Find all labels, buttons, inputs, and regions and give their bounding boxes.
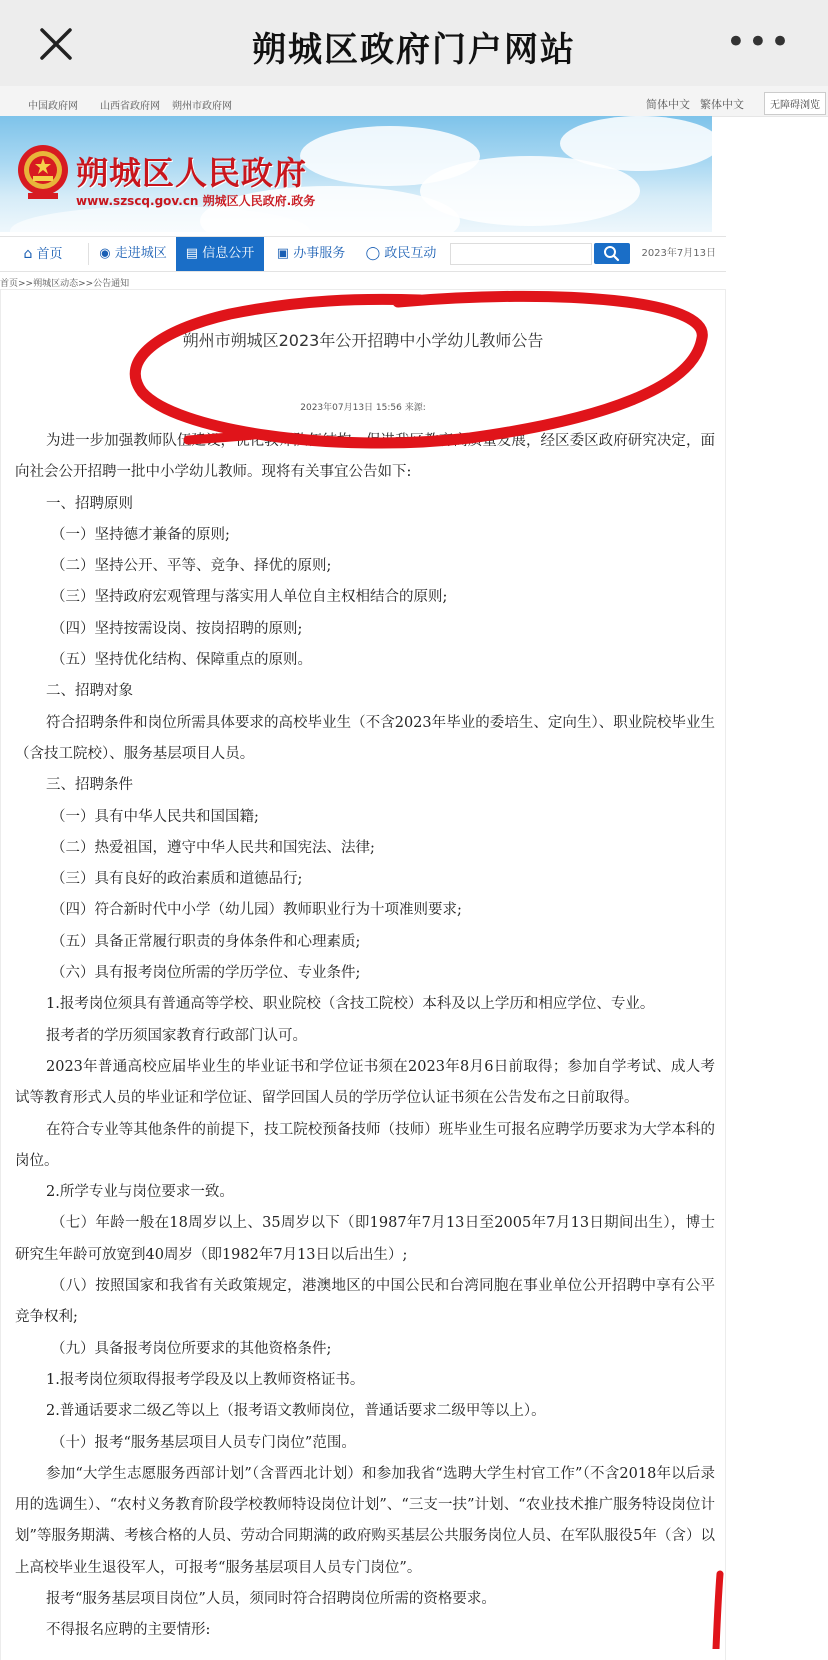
paragraph: 报考者的学历须国家教育行政部门认可。 [46, 1027, 307, 1044]
site-name: 朔城区人民政府 [76, 154, 308, 192]
paragraph: （七）年龄一般在18周岁以上、35周岁以下（即1987年7月13日至2005年7月13日期间出生），博士研究生年龄可放宽到40周岁（即1982年7月13日以后出生）; [15, 1215, 715, 1263]
breadcrumb: 首页>>朔城区动态>>公告通知 [0, 279, 130, 289]
app-bar [0, 0, 828, 86]
nav-item-explore[interactable]: ◉ 走进城区 [99, 246, 167, 261]
traditional-chinese-link[interactable]: 繁体中文 [700, 98, 744, 111]
top-links-bar [0, 86, 828, 117]
nav-item-interaction[interactable]: ◯ 政民互动 [365, 246, 437, 261]
more-options-icon[interactable]: ••• [725, 22, 792, 62]
paragraph: 2.普通话要求二级乙等以上（报考语文教师岗位，普通话要求二级甲等以上）。 [46, 1403, 546, 1420]
document-icon: ▤ [185, 246, 199, 261]
paragraph: （五）具备正常履行职责的身体条件和心理素质; [51, 933, 361, 950]
paragraph: 1.报考岗位须取得报考学段及以上教师资格证书。 [46, 1371, 365, 1388]
nav-item-services[interactable]: ▣ 办事服务 [276, 246, 346, 261]
paragraph: 报考“服务基层项目岗位”人员，须同时符合招聘岗位所需的资格要求。 [46, 1590, 496, 1607]
paragraph: 2023年普通高校应届毕业生的毕业证书和学位证书须在2023年8月6日前取得；参加自学考试、成人考试等教育形式人员的毕业证和学位证、留学回国人员的学历学位认证书须在公告发布之日前取得。 [15, 1058, 715, 1107]
paragraph: 不得报名应聘的主要情形: [46, 1622, 211, 1639]
search-input[interactable] [450, 243, 592, 265]
paragraph: （三）坚持政府宏观管理与落实用人单位自主权相结合的原则; [51, 589, 448, 606]
search-icon [594, 243, 630, 264]
article-container [0, 289, 726, 1660]
paragraph: 参加“大学生志愿服务西部计划”（含晋西北计划）和参加我省“选聘大学生村官工作”（不含2018年以后录用的选调生）、“农村义务教育阶段学校教师特设岗位计划”、“三支一扶”计划、“农业技术推广服务特设岗位计划”等服务期满、考核合格的人员、劳动合同期满的政府购买基层公共服务岗位人员、在军队服役5年（含）以上高校毕业生退役军人，可报考“服务基层项目人员专门岗位”。 [15, 1465, 715, 1576]
paragraph: （二）坚持公开、平等、竞争、择优的原则; [51, 558, 332, 575]
search-button[interactable] [594, 243, 630, 264]
paragraph: （一）具有中华人民共和国国籍; [51, 808, 259, 825]
nav-item-info-disclosure[interactable]: ▤ 信息公开 [176, 237, 264, 271]
paragraph: （五）坚持优化结构、保障重点的原则。 [51, 652, 312, 669]
paragraph: 在符合专业等其他条件的前提下，技工院校预备技师（技师）班毕业生可报名应聘学历要求为大学本科的岗位。 [15, 1121, 715, 1169]
home-icon: ⌂ [23, 246, 33, 262]
paragraph: （九）具备报考岗位所要求的其他资格条件; [51, 1340, 332, 1357]
main-nav [0, 236, 726, 272]
national-emblem-icon [16, 143, 70, 201]
article-meta: 2023年07月13日 15:56 来源: [300, 403, 426, 413]
paragraph: （三）具有良好的政治素质和道德品行; [51, 871, 303, 888]
paragraph: （十）报考“服务基层项目人员专门岗位”范围。 [51, 1434, 356, 1451]
paragraph: 符合招聘条件和岗位所需具体要求的高校毕业生（不含2023年毕业的委培生、定向生）、职业院校毕业生（含技工院校）、服务基层项目人员。 [15, 714, 715, 762]
paragraph: （二）热爱祖国，遵守中华人民共和国宪法、法律; [51, 839, 375, 856]
paragraph: （六）具有报考岗位所需的学历学位、专业条件; [51, 965, 361, 982]
paragraph: （八）按照国家和我省有关政策规定，港澳地区的中国公民和台湾同胞在事业单位公开招聘中享有公平竞争权利; [15, 1278, 715, 1326]
site-banner [0, 116, 712, 232]
paragraph: （一）坚持德才兼备的原则; [51, 526, 230, 543]
paragraph: （四）符合新时代中小学（幼儿园）教师职业行为十项准则要求; [51, 902, 462, 919]
current-date: 2023年7月13日 [641, 248, 716, 259]
app-title: 朔城区政府门户网站 [252, 30, 576, 70]
section-heading: 一、招聘原则 [46, 495, 133, 512]
paragraph: （四）坚持按需设岗、按岗招聘的原则; [51, 620, 303, 637]
paragraph: 为进一步加强教师队伍建设，优化教师队伍结构，促进我区教育高质量发展，经区委区政府研究决定，面向社会公开招聘一批中小学幼儿教师。现将有关事宜公告如下: [15, 433, 715, 481]
paragraph: 2.所学专业与岗位要求一致。 [46, 1184, 234, 1201]
location-pin-icon: ◉ [99, 246, 111, 261]
simplified-chinese-link[interactable]: 简体中文 [646, 98, 690, 111]
chat-icon: ◯ [365, 246, 381, 261]
link-shuozhou-gov[interactable]: 朔州市政府网 [172, 101, 232, 112]
section-heading: 二、招聘对象 [46, 683, 133, 700]
monitor-icon: ▣ [276, 246, 290, 261]
paragraph: 1.报考岗位须具有普通高等学校、职业院校（含技工院校）本科及以上学历和相应学位、专业。 [46, 996, 655, 1013]
article-title: 朔州市朔城区2023年公开招聘中小学幼儿教师公告 [182, 331, 544, 350]
accessibility-button[interactable]: 无障碍浏览 [764, 92, 826, 115]
link-shanxi-gov[interactable]: 山西省政府网 [100, 101, 160, 112]
site-url: www.szscq.gov.cn 朔城区人民政府.政务 [76, 194, 316, 208]
link-central-gov[interactable]: 中国政府网 [28, 101, 78, 112]
nav-item-home[interactable]: ⌂ 首页 [23, 246, 63, 262]
article-body [15, 426, 715, 1647]
section-heading: 三、招聘条件 [46, 777, 133, 794]
